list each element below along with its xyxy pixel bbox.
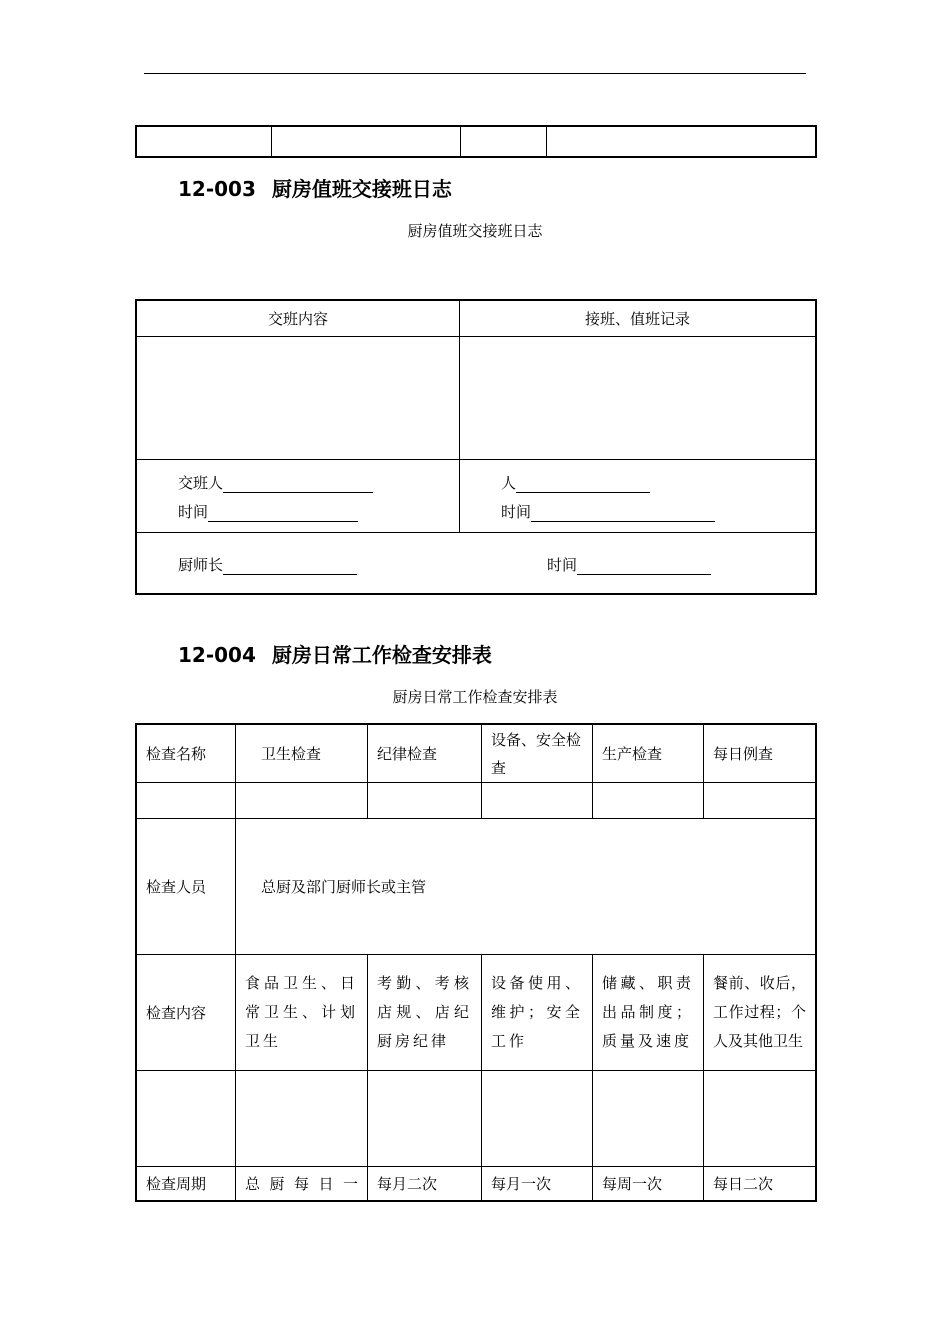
chef-label: 厨师长 [178,556,224,574]
section-heading-004 [178,639,492,668]
section-code: 12-004 [178,643,256,667]
receiver-person-field [501,472,650,493]
handover-time-label: 时间 [178,503,209,521]
section-title: 厨房日常工作检查安排表 [271,643,492,667]
empty-cell [272,127,461,157]
chef-line[interactable] [223,558,357,575]
receiver-time-field [501,501,715,522]
empty-cell [368,1071,482,1167]
header-hygiene: 卫生检查 [236,725,368,783]
header-name: 检查名称 [137,725,236,783]
handover-time-line[interactable] [208,505,358,522]
empty-cell [593,1071,704,1167]
empty-cell [137,783,236,819]
empty-cell [593,783,704,819]
empty-cell [461,127,547,157]
handover-person-field [178,472,373,493]
shift-handover-table [136,300,816,594]
section-code: 12-003 [178,177,256,201]
empty-cell [236,783,368,819]
empty-cell [137,127,272,157]
empty-cell [137,1071,236,1167]
chef-time-field [547,554,711,575]
section-heading-003 [178,173,452,202]
empty-cell [704,1071,816,1167]
handover-person-line[interactable] [223,476,373,493]
receiver-time-line[interactable] [531,505,715,522]
period-equipment: 每月一次 [482,1167,593,1201]
inspector-value: 总厨及部门厨师长或主管 [236,819,816,955]
empty-cell [482,783,593,819]
inspection-schedule-table [136,724,816,1201]
chef-time-label: 时间 [547,556,578,574]
handover-person-label: 交班人 [178,474,224,492]
content-daily: 餐前、收后，工作过程；个人及其他卫生 [704,955,816,1071]
inspector-label: 检查人员 [137,819,236,955]
period-production: 每周一次 [593,1167,704,1201]
content-equipment: 设备使用、维护；安全工作 [482,955,593,1071]
receiver-person-label: 人 [501,474,517,492]
header-discipline: 纪律检查 [368,725,482,783]
column-header-receive: 接班、值班记录 [460,301,816,337]
empty-cell [704,783,816,819]
chef-time-line[interactable] [577,558,711,575]
handover-content-cell [137,337,460,460]
header-rule [144,73,806,74]
period-label: 检查周期 [137,1167,236,1201]
header-daily: 每日例查 [704,725,816,783]
column-header-handover: 交班内容 [137,301,460,337]
table-subtitle-004: 厨房日常工作检查安排表 [392,688,558,706]
empty-cell [547,127,816,157]
receiver-time-label: 时间 [501,503,532,521]
receive-content-cell [460,337,816,460]
content-hygiene: 食品卫生、日常卫生、计划卫生 [236,955,368,1071]
table-subtitle-003: 厨房值班交接班日志 [407,222,543,240]
receiver-person-line[interactable] [516,476,650,493]
previous-table-fragment [136,126,816,157]
header-equipment-safety: 设备、安全检查 [482,725,593,783]
empty-cell [236,1071,368,1167]
period-daily: 每日二次 [704,1167,816,1201]
empty-cell [482,1071,593,1167]
header-production: 生产检查 [593,725,704,783]
chef-field [178,554,357,575]
content-discipline: 考勤、考核店规、店纪厨房纪律 [368,955,482,1071]
content-production: 储藏、职责出品制度；质量及速度 [593,955,704,1071]
section-title: 厨房值班交接班日志 [271,177,452,201]
period-discipline: 每月二次 [368,1167,482,1201]
empty-cell [368,783,482,819]
content-label: 检查内容 [137,955,236,1071]
handover-time-field [178,501,358,522]
period-hygiene: 总厨每日一 [236,1167,368,1201]
